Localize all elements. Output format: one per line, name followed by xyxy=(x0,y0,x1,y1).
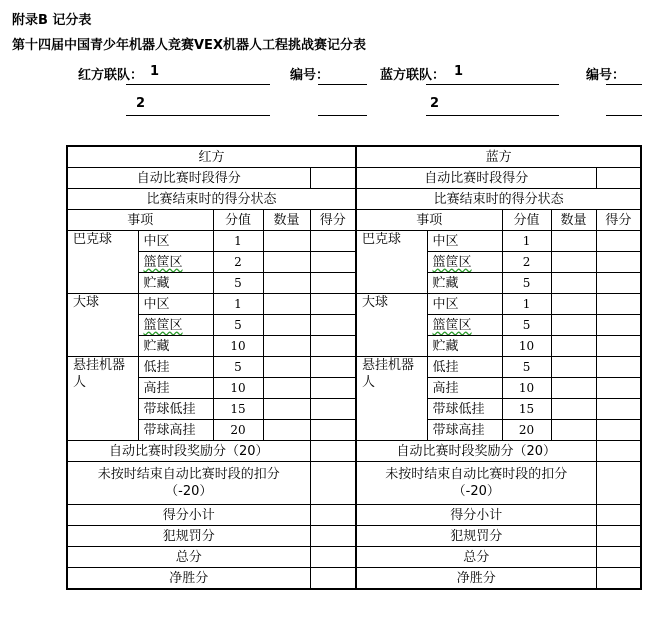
red-sub-item xyxy=(138,399,213,420)
red-penalty-line2: （-20） xyxy=(165,484,213,499)
red-score-cell[interactable] xyxy=(310,420,356,441)
blue-sub-item xyxy=(427,315,502,336)
table-row xyxy=(67,399,641,420)
red-points: 5 xyxy=(213,273,263,294)
blue-points: 10 xyxy=(502,336,551,357)
blue-score-cell[interactable] xyxy=(596,273,641,294)
red-points: 15 xyxy=(213,399,263,420)
red-score-cell[interactable] xyxy=(310,378,356,399)
red-foul-label: 犯规罚分 xyxy=(67,526,310,547)
blue-sub-item xyxy=(427,231,502,252)
blue-sub-item xyxy=(427,294,502,315)
blue-auto-score-cell[interactable] xyxy=(596,168,641,189)
appendix-heading: 附录B 记分表 xyxy=(12,13,92,28)
blue-score-cell[interactable] xyxy=(596,357,641,378)
blue-points: 1 xyxy=(502,294,551,315)
red-score-cell[interactable] xyxy=(310,357,356,378)
red-sub-item xyxy=(138,231,213,252)
red-points: 5 xyxy=(213,357,263,378)
red-sub-item xyxy=(138,420,213,441)
blue-score-cell[interactable] xyxy=(596,294,641,315)
blue-qty-cell[interactable] xyxy=(551,231,596,252)
blue-team-2: 2 xyxy=(430,96,440,111)
blue-subtotal-label: 得分小计 xyxy=(356,505,596,526)
blue-points: 10 xyxy=(502,378,551,399)
blue-score-cell[interactable] xyxy=(596,315,641,336)
blue-sub-item-label: 中区 xyxy=(432,233,459,249)
table-row xyxy=(67,378,641,399)
red-sub-item-label: 带球高挂 xyxy=(143,422,196,438)
blue-subtotal-cell[interactable] xyxy=(596,505,641,526)
red-total-cell[interactable] xyxy=(310,547,356,568)
red-penalty-cell[interactable] xyxy=(310,462,356,505)
blue-qty-cell[interactable] xyxy=(551,357,596,378)
red-net-cell[interactable] xyxy=(310,568,356,590)
red-qty-cell[interactable] xyxy=(263,420,310,441)
table-row xyxy=(67,420,641,441)
red-header: 红方 xyxy=(67,146,356,168)
red-sub-item-label: 篮筐区 xyxy=(143,254,183,270)
blue-number-label: 编号： xyxy=(586,68,626,83)
blue-sub-item-label: 中区 xyxy=(432,296,459,312)
blue-penalty-cell[interactable] xyxy=(596,462,641,505)
red-qty-cell[interactable] xyxy=(263,273,310,294)
blue-sub-item-label: 贮藏 xyxy=(432,338,459,354)
table-row xyxy=(67,273,641,294)
blue-qty-cell[interactable] xyxy=(551,273,596,294)
red-team-1-line[interactable] xyxy=(126,84,270,85)
red-team-1: 1 xyxy=(150,64,160,79)
blue-sub-item xyxy=(427,273,502,294)
blue-col-qty: 数量 xyxy=(551,210,596,231)
blue-sub-item-label: 高挂 xyxy=(432,380,459,396)
blue-score-cell[interactable] xyxy=(596,231,641,252)
blue-qty-cell[interactable] xyxy=(551,420,596,441)
red-qty-cell[interactable] xyxy=(263,315,310,336)
red-points: 20 xyxy=(213,420,263,441)
red-col-qty: 数量 xyxy=(263,210,310,231)
red-end-state-label: 比赛结束时的得分状态 xyxy=(67,189,356,210)
blue-sub-item-label: 篮筐区 xyxy=(432,254,472,270)
blue-group-name: 大球 xyxy=(356,294,427,357)
page-title: 第十四届中国青少年机器人竞赛VEX机器人工程挑战赛记分表 xyxy=(12,38,366,53)
red-score-cell[interactable] xyxy=(310,231,356,252)
blue-net-label: 净胜分 xyxy=(356,568,596,590)
blue-sub-item-label: 带球低挂 xyxy=(432,401,485,417)
red-qty-cell[interactable] xyxy=(263,294,310,315)
red-sub-item-label: 贮藏 xyxy=(143,338,170,354)
red-sub-item xyxy=(138,357,213,378)
blue-qty-cell[interactable] xyxy=(551,294,596,315)
blue-foul-cell[interactable] xyxy=(596,526,641,547)
red-auto-score-label: 自动比赛时段得分 xyxy=(67,168,310,189)
blue-score-cell[interactable] xyxy=(596,252,641,273)
red-qty-cell[interactable] xyxy=(263,336,310,357)
blue-auto-bonus-cell[interactable] xyxy=(596,441,641,462)
red-team-2: 2 xyxy=(136,96,146,111)
red-sub-item-label: 高挂 xyxy=(143,380,170,396)
blue-qty-cell[interactable] xyxy=(551,252,596,273)
blue-total-label: 总分 xyxy=(356,547,596,568)
red-auto-score-cell[interactable] xyxy=(310,168,356,189)
red-number-label: 编号： xyxy=(290,68,330,83)
blue-group-name: 悬挂机器人 xyxy=(356,357,427,441)
red-number-line-2[interactable] xyxy=(318,115,367,116)
blue-team-1: 1 xyxy=(454,64,464,79)
blue-score-cell[interactable] xyxy=(596,336,641,357)
blue-auto-bonus-label: 自动比赛时段奖励分（20） xyxy=(356,441,596,462)
blue-col-item: 事项 xyxy=(356,210,502,231)
blue-sub-item xyxy=(427,378,502,399)
red-col-points: 分值 xyxy=(213,210,263,231)
blue-col-points: 分值 xyxy=(502,210,551,231)
red-col-score: 得分 xyxy=(310,210,356,231)
red-qty-cell[interactable] xyxy=(263,399,310,420)
red-group-name: 巴克球 xyxy=(67,231,138,294)
blue-sub-item-label: 带球高挂 xyxy=(432,422,485,438)
blue-penalty-line1: 未按时结束自动比赛时段的扣分 xyxy=(385,467,568,482)
blue-penalty-label xyxy=(356,462,596,505)
blue-score-cell[interactable] xyxy=(596,420,641,441)
blue-sub-item xyxy=(427,357,502,378)
red-score-cell[interactable] xyxy=(310,252,356,273)
red-points: 10 xyxy=(213,336,263,357)
red-sub-item xyxy=(138,273,213,294)
table-row xyxy=(67,231,641,252)
red-sub-item-label: 中区 xyxy=(143,296,170,312)
red-qty-cell[interactable] xyxy=(263,252,310,273)
red-net-label: 净胜分 xyxy=(67,568,310,590)
blue-points: 2 xyxy=(502,252,551,273)
blue-sub-item xyxy=(427,252,502,273)
blue-qty-cell[interactable] xyxy=(551,315,596,336)
red-points: 2 xyxy=(213,252,263,273)
red-points: 10 xyxy=(213,378,263,399)
red-subtotal-label: 得分小计 xyxy=(67,505,310,526)
red-sub-item xyxy=(138,336,213,357)
table-row xyxy=(67,294,641,315)
red-qty-cell[interactable] xyxy=(263,378,310,399)
red-sub-item-label: 带球低挂 xyxy=(143,401,196,417)
red-auto-bonus-label: 自动比赛时段奖励分（20） xyxy=(67,441,310,462)
red-score-cell[interactable] xyxy=(310,399,356,420)
red-auto-bonus-cell[interactable] xyxy=(310,441,356,462)
red-score-cell[interactable] xyxy=(310,273,356,294)
blue-penalty-line2: （-20） xyxy=(452,484,500,499)
blue-end-state-label: 比赛结束时的得分状态 xyxy=(356,189,641,210)
blue-number-line-1[interactable] xyxy=(606,84,642,85)
blue-alliance-label: 蓝方联队： xyxy=(380,68,446,83)
red-score-cell[interactable] xyxy=(310,315,356,336)
red-sub-item-label: 贮藏 xyxy=(143,275,170,291)
blue-auto-score-label: 自动比赛时段得分 xyxy=(356,168,596,189)
red-sub-item xyxy=(138,378,213,399)
blue-group-name: 巴克球 xyxy=(356,231,427,294)
table-row xyxy=(67,252,641,273)
red-team-2-line[interactable] xyxy=(126,115,270,116)
blue-team-1-line[interactable] xyxy=(426,84,559,85)
table-row xyxy=(67,357,641,378)
red-qty-cell[interactable] xyxy=(263,231,310,252)
red-sub-item xyxy=(138,315,213,336)
red-score-cell[interactable] xyxy=(310,294,356,315)
blue-foul-label: 犯规罚分 xyxy=(356,526,596,547)
blue-header: 蓝方 xyxy=(356,146,641,168)
blue-points: 20 xyxy=(502,420,551,441)
red-penalty-label xyxy=(67,462,310,505)
red-sub-item-label: 篮筐区 xyxy=(143,317,183,333)
blue-sub-item xyxy=(427,399,502,420)
blue-number-line-2[interactable] xyxy=(606,115,642,116)
blue-sub-item-label: 低挂 xyxy=(432,359,459,375)
red-total-label: 总分 xyxy=(67,547,310,568)
score-table xyxy=(66,145,642,590)
blue-team-2-line[interactable] xyxy=(426,115,559,116)
red-score-cell[interactable] xyxy=(310,336,356,357)
red-number-line-1[interactable] xyxy=(318,84,367,85)
red-foul-cell[interactable] xyxy=(310,526,356,547)
red-points: 1 xyxy=(213,294,263,315)
blue-points: 5 xyxy=(502,273,551,294)
blue-sub-item xyxy=(427,336,502,357)
red-group-name: 大球 xyxy=(67,294,138,357)
blue-col-score: 得分 xyxy=(596,210,641,231)
blue-score-cell[interactable] xyxy=(596,378,641,399)
blue-net-cell[interactable] xyxy=(596,568,641,590)
blue-qty-cell[interactable] xyxy=(551,378,596,399)
blue-sub-item xyxy=(427,420,502,441)
red-subtotal-cell[interactable] xyxy=(310,505,356,526)
blue-qty-cell[interactable] xyxy=(551,399,596,420)
red-penalty-line1: 未按时结束自动比赛时段的扣分 xyxy=(97,467,280,482)
blue-sub-item-label: 篮筐区 xyxy=(432,317,472,333)
red-sub-item xyxy=(138,294,213,315)
blue-points: 1 xyxy=(502,231,551,252)
table-row xyxy=(67,315,641,336)
table-row xyxy=(67,336,641,357)
red-alliance-label: 红方联队： xyxy=(78,68,144,83)
red-points: 1 xyxy=(213,231,263,252)
red-points: 5 xyxy=(213,315,263,336)
red-qty-cell[interactable] xyxy=(263,357,310,378)
blue-points: 5 xyxy=(502,315,551,336)
blue-total-cell[interactable] xyxy=(596,547,641,568)
red-group-name: 悬挂机器人 xyxy=(67,357,138,441)
red-sub-item-label: 中区 xyxy=(143,233,170,249)
red-col-item: 事项 xyxy=(67,210,213,231)
blue-qty-cell[interactable] xyxy=(551,336,596,357)
blue-sub-item-label: 贮藏 xyxy=(432,275,459,291)
red-sub-item-label: 低挂 xyxy=(143,359,170,375)
red-sub-item xyxy=(138,252,213,273)
blue-points: 15 xyxy=(502,399,551,420)
blue-score-cell[interactable] xyxy=(596,399,641,420)
blue-points: 5 xyxy=(502,357,551,378)
